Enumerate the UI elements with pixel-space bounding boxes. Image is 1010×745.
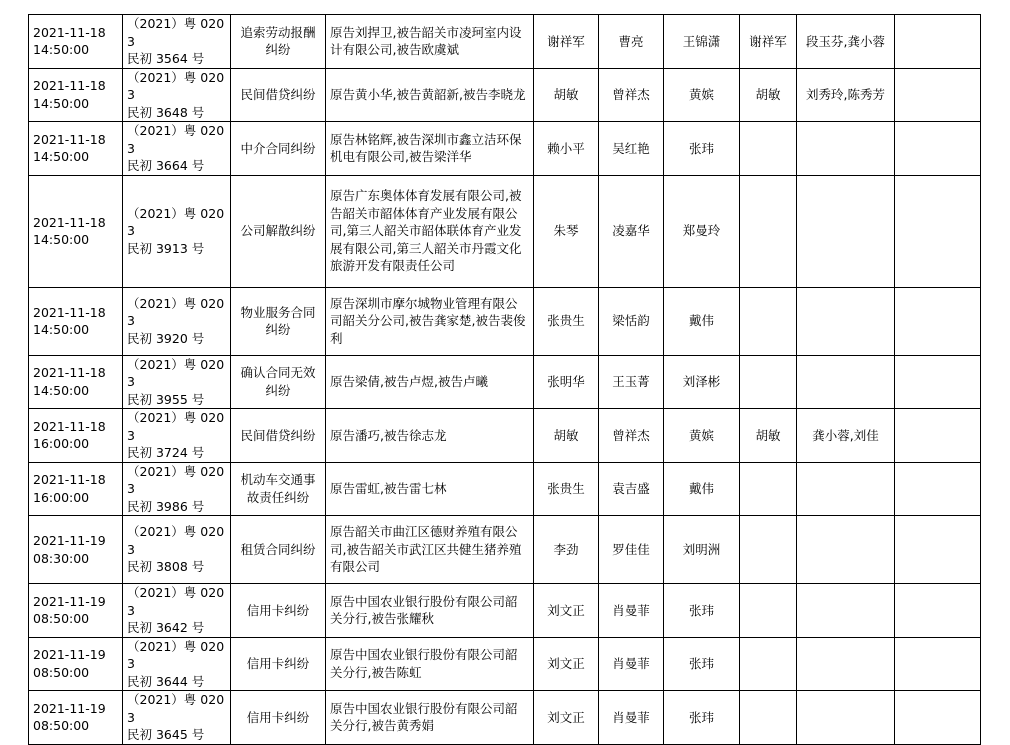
- cell-case-number-case-line2: 民初 3564 号: [127, 51, 205, 66]
- cell-parties-parties: 原告刘捍卫,被告韶关市凌珂室内设计有限公司,被告欧虞斌: [330, 24, 522, 58]
- cell-note: [895, 637, 981, 691]
- cell-date-time: 08:50:00: [33, 718, 90, 734]
- cell-date: [29, 355, 123, 409]
- cell-parties: [326, 691, 534, 745]
- cell-cause: [231, 584, 326, 638]
- cell-clerk: [797, 68, 895, 122]
- cell-parties: [326, 287, 534, 355]
- cell-parties: [326, 122, 534, 176]
- cell-note: [895, 409, 981, 463]
- cell-clerk: [797, 122, 895, 176]
- cell-judge-judge: 朱琴: [553, 223, 579, 239]
- cell-parties: [326, 15, 534, 69]
- cell-juror-2-juror2: 张玮: [688, 602, 714, 618]
- cell-parties: [326, 68, 534, 122]
- cell-case-number-case-line2: 民初 3724 号: [127, 445, 205, 460]
- cell-presiding: [740, 637, 797, 691]
- cell-date: [29, 15, 123, 69]
- cell-judge: [534, 122, 599, 176]
- cell-juror-1-juror1: 王玉菁: [612, 374, 650, 389]
- cell-parties-parties: 原告梁倩,被告卢煜,被告卢曦: [330, 374, 488, 389]
- cell-presiding: [740, 15, 797, 69]
- cell-parties-parties: 原告潘巧,被告徐志龙: [330, 427, 447, 443]
- cell-clerk: [797, 691, 895, 745]
- cell-juror-1-juror1: 罗佳佳: [612, 541, 650, 557]
- cell-judge-judge: 胡敏: [553, 87, 579, 102]
- cell-cause-cause: 信用卡纠纷: [246, 656, 310, 671]
- cell-judge: [534, 516, 599, 584]
- cell-date-time: 16:00:00: [33, 489, 90, 505]
- cell-case-number: [123, 584, 231, 638]
- cell-cause: [231, 68, 326, 122]
- cell-juror-2-juror2: 张玮: [688, 656, 714, 671]
- cell-case-number: [123, 355, 231, 409]
- cell-cause-cause: 机动车交通事故责任纠纷: [240, 472, 316, 505]
- cell-judge: [534, 355, 599, 409]
- cell-case-number: [123, 68, 231, 122]
- cell-note: [895, 175, 981, 287]
- cell-case-number-case-line1: （2021）粤 0203: [127, 638, 225, 671]
- cell-judge: [534, 68, 599, 122]
- cell-note: [895, 287, 981, 355]
- cell-juror-1: [599, 287, 664, 355]
- cell-cause: [231, 409, 326, 463]
- cell-date-date: 2021-11-18: [33, 418, 106, 434]
- cell-cause: [231, 175, 326, 287]
- cell-cause: [231, 355, 326, 409]
- cell-case-number: [123, 516, 231, 584]
- cell-case-number-case-line1: （2021）粤 0203: [127, 410, 225, 443]
- cell-juror-1-juror1: 凌嘉华: [612, 223, 650, 239]
- cell-case-number-case-line1: （2021）粤 0203: [127, 69, 225, 102]
- cell-juror-2-juror2: 黄嫔: [688, 87, 714, 102]
- cell-juror-1: [599, 637, 664, 691]
- table-row: [29, 355, 981, 409]
- cell-judge-judge: 赖小平: [547, 140, 585, 156]
- cell-juror-2: [664, 15, 740, 69]
- cell-juror-2-juror2: 张玮: [688, 709, 714, 725]
- cell-juror-2-juror2: 刘泽彬: [682, 374, 721, 389]
- cell-juror-1: [599, 15, 664, 69]
- table-row: [29, 287, 981, 355]
- cell-case-number-case-line2: 民初 3986 号: [127, 498, 205, 514]
- cell-presiding: [740, 68, 797, 122]
- table-row: [29, 409, 981, 463]
- cell-date: [29, 516, 123, 584]
- cell-case-number-case-line2: 民初 3648 号: [127, 104, 205, 120]
- cell-juror-1-juror1: 肖曼菲: [612, 602, 650, 618]
- cell-case-number-case-line2: 民初 3955 号: [127, 391, 205, 407]
- cell-juror-2-juror2: 王锦潇: [682, 33, 721, 49]
- cell-clerk: [797, 287, 895, 355]
- cell-parties-parties: 原告雷虹,被告雷七林: [330, 481, 447, 496]
- cell-juror-2: [664, 122, 740, 176]
- cell-parties-parties: 原告中国农业银行股份有限公司韶关分行,被告张耀秋: [330, 593, 518, 627]
- cell-presiding: [740, 691, 797, 745]
- cell-parties: [326, 516, 534, 584]
- cell-case-number: [123, 462, 231, 516]
- cell-date-date: 2021-11-19: [33, 700, 106, 716]
- cell-juror-1: [599, 175, 664, 287]
- cell-date-date: 2021-11-18: [33, 131, 106, 147]
- cell-judge: [534, 287, 599, 355]
- cell-judge-judge: 谢祥军: [547, 33, 585, 49]
- cell-cause-cause: 信用卡纠纷: [246, 709, 310, 725]
- cell-date-time: 14:50:00: [33, 149, 90, 165]
- cell-judge: [534, 584, 599, 638]
- cell-parties-parties: 原告中国农业银行股份有限公司韶关分行,被告黄秀娟: [330, 700, 518, 734]
- cell-date: [29, 175, 123, 287]
- cell-juror-1: [599, 462, 664, 516]
- cell-parties-parties: 原告深圳市摩尔城物业管理有限公司韶关分公司,被告龚家楚,被告裴俊利: [330, 295, 526, 346]
- cell-note: [895, 68, 981, 122]
- cell-cause-cause: 租赁合同纠纷: [240, 541, 316, 557]
- cell-case-number: [123, 175, 231, 287]
- cell-cause: [231, 122, 326, 176]
- cell-date-time: 14:50:00: [33, 42, 90, 58]
- cell-case-number-case-line2: 民初 3920 号: [127, 330, 205, 346]
- cell-case-number-case-line2: 民初 3808 号: [127, 559, 205, 575]
- cell-case-number-case-line1: （2021）粤 0203: [127, 16, 225, 49]
- cell-date-date: 2021-11-19: [33, 593, 106, 609]
- cell-juror-1-juror1: 吴红艳: [612, 140, 650, 156]
- cell-judge: [534, 462, 599, 516]
- cell-date-date: 2021-11-18: [33, 78, 106, 94]
- cell-judge: [534, 409, 599, 463]
- cell-presiding-presiding: 谢祥军: [749, 33, 787, 49]
- table-body: [29, 15, 981, 745]
- cell-clerk: [797, 516, 895, 584]
- cell-cause-cause: 确认合同无效纠纷: [240, 365, 316, 398]
- cell-date-time: 08:30:00: [33, 550, 90, 566]
- cell-juror-1-juror1: 肖曼菲: [612, 709, 650, 725]
- cell-date-date: 2021-11-19: [33, 647, 106, 663]
- cell-case-number-case-line1: （2021）粤 0203: [127, 295, 225, 329]
- cell-presiding: [740, 355, 797, 409]
- cell-juror-1: [599, 68, 664, 122]
- table-row: [29, 516, 981, 584]
- cell-cause: [231, 287, 326, 355]
- cell-clerk: [797, 15, 895, 69]
- cell-date-time: 14:50:00: [33, 232, 90, 247]
- cell-date-date: 2021-11-18: [33, 304, 106, 320]
- cell-case-number: [123, 15, 231, 69]
- cell-case-number-case-line2: 民初 3644 号: [127, 673, 205, 689]
- cell-date: [29, 637, 123, 691]
- cell-clerk: [797, 355, 895, 409]
- cell-juror-1-juror1: 肖曼菲: [612, 656, 650, 671]
- cell-parties-parties: 原告韶关市曲江区德财养殖有限公司,被告韶关市武江区共健生猪养殖有限公司: [330, 524, 522, 575]
- cell-parties-parties: 原告林铭辉,被告深圳市鑫立洁环保机电有限公司,被告梁洋华: [330, 131, 522, 165]
- cell-juror-1: [599, 691, 664, 745]
- cell-case-number: [123, 287, 231, 355]
- cell-juror-2: [664, 462, 740, 516]
- cell-date: [29, 68, 123, 122]
- cell-judge-judge: 张贵生: [547, 481, 585, 496]
- cell-presiding: [740, 175, 797, 287]
- cell-juror-1-juror1: 袁吉盛: [612, 481, 650, 496]
- cell-clerk: [797, 637, 895, 691]
- cell-cause-cause: 信用卡纠纷: [246, 602, 310, 618]
- cell-juror-2: [664, 584, 740, 638]
- cell-case-number: [123, 122, 231, 176]
- cell-cause: [231, 516, 326, 584]
- cell-presiding: [740, 287, 797, 355]
- cell-date: [29, 462, 123, 516]
- hearing-schedule-table: [28, 14, 981, 745]
- cell-judge-judge: 张贵生: [547, 313, 585, 329]
- cell-note: [895, 15, 981, 69]
- cell-judge-judge: 张明华: [547, 374, 585, 389]
- cell-presiding-presiding: 胡敏: [755, 87, 781, 102]
- cell-juror-2: [664, 175, 740, 287]
- cell-presiding: [740, 462, 797, 516]
- cell-juror-2-juror2: 郑曼玲: [682, 223, 721, 239]
- cell-judge-judge: 刘文正: [547, 709, 585, 725]
- table-row: [29, 462, 981, 516]
- table-row: [29, 15, 981, 69]
- cell-parties-parties: 原告中国农业银行股份有限公司韶关分行,被告陈虹: [330, 647, 518, 680]
- cell-clerk-clerk: 龚小蓉,刘佳: [812, 427, 879, 443]
- cell-juror-2-juror2: 刘明洲: [682, 541, 721, 557]
- cell-date: [29, 691, 123, 745]
- cell-case-number-case-line2: 民初 3913 号: [127, 240, 205, 256]
- cell-parties: [326, 584, 534, 638]
- cell-judge: [534, 691, 599, 745]
- cell-date-time: 16:00:00: [33, 436, 90, 452]
- cell-juror-1-juror1: 曾祥杰: [612, 427, 650, 443]
- cell-case-number-case-line1: （2021）粤 0203: [127, 356, 225, 389]
- cell-presiding: [740, 409, 797, 463]
- cell-parties-parties: 原告广东奥体体育发展有限公司,被告韶关市韶体体育产业发展有限公司,第三人韶关市韶体联体育产业发展有限公司,第三人韶关市丹霞文化旅游开发有限责任公司: [330, 188, 522, 274]
- cell-juror-2: [664, 355, 740, 409]
- cell-date-date: 2021-11-18: [33, 24, 106, 40]
- cell-juror-2: [664, 691, 740, 745]
- table-row: [29, 637, 981, 691]
- cell-case-number-case-line2: 民初 3642 号: [127, 620, 205, 635]
- cell-juror-2: [664, 409, 740, 463]
- cell-date: [29, 287, 123, 355]
- table-row: [29, 122, 981, 176]
- cell-cause-cause: 民间借贷纠纷: [240, 87, 316, 102]
- cell-cause: [231, 462, 326, 516]
- cell-cause-cause: 物业服务合同纠纷: [240, 304, 316, 337]
- cell-juror-1: [599, 355, 664, 409]
- cell-case-number: [123, 409, 231, 463]
- cell-parties: [326, 355, 534, 409]
- cell-clerk: [797, 175, 895, 287]
- cell-parties: [326, 175, 534, 287]
- cell-juror-2: [664, 516, 740, 584]
- cell-date-time: 14:50:00: [33, 322, 90, 337]
- cell-note: [895, 691, 981, 745]
- cell-date-time: 14:50:00: [33, 95, 90, 111]
- cell-juror-1: [599, 516, 664, 584]
- cell-clerk: [797, 584, 895, 638]
- table-row: [29, 68, 981, 122]
- cell-juror-1: [599, 122, 664, 176]
- cell-parties: [326, 462, 534, 516]
- cell-presiding: [740, 122, 797, 176]
- cell-judge: [534, 637, 599, 691]
- cell-judge-judge: 李劲: [553, 541, 579, 557]
- cell-case-number: [123, 691, 231, 745]
- cell-case-number-case-line1: （2021）粤 0203: [127, 123, 225, 156]
- cell-juror-1-juror1: 曾祥杰: [612, 87, 650, 102]
- table-row: [29, 175, 981, 287]
- cell-clerk: [797, 409, 895, 463]
- cell-date-time: 08:50:00: [33, 664, 90, 680]
- cell-date-date: 2021-11-18: [33, 365, 106, 381]
- cell-note: [895, 516, 981, 584]
- cell-note: [895, 584, 981, 638]
- cell-juror-1-juror1: 梁恬韵: [612, 313, 650, 329]
- cell-clerk-clerk: 段玉芬,龚小蓉: [806, 33, 885, 49]
- cell-case-number-case-line2: 民初 3664 号: [127, 158, 205, 173]
- cell-juror-1: [599, 584, 664, 638]
- cell-judge-judge: 刘文正: [547, 602, 585, 618]
- cell-parties-parties: 原告黄小华,被告黄韶新,被告李晓龙: [330, 87, 526, 102]
- cell-case-number-case-line1: （2021）粤 0203: [127, 205, 225, 239]
- cell-date-time: 08:50:00: [33, 611, 90, 627]
- cell-juror-2-juror2: 黄嫔: [688, 427, 714, 443]
- cell-presiding: [740, 516, 797, 584]
- cell-juror-2: [664, 287, 740, 355]
- cell-note: [895, 355, 981, 409]
- cell-juror-2: [664, 68, 740, 122]
- table-row: [29, 584, 981, 638]
- cell-juror-2-juror2: 戴伟: [688, 481, 714, 496]
- cell-juror-2-juror2: 张玮: [688, 140, 714, 156]
- cell-date: [29, 122, 123, 176]
- cell-judge: [534, 15, 599, 69]
- cell-judge-judge: 刘文正: [547, 656, 585, 671]
- cell-date-date: 2021-11-19: [33, 533, 106, 548]
- cell-date: [29, 584, 123, 638]
- cell-judge-judge: 胡敏: [553, 427, 579, 443]
- cell-cause-cause: 追索劳动报酬纠纷: [240, 24, 316, 58]
- cell-juror-2-juror2: 戴伟: [688, 313, 714, 329]
- cell-case-number-case-line1: （2021）粤 0203: [127, 585, 225, 618]
- cell-cause: [231, 691, 326, 745]
- cell-note: [895, 122, 981, 176]
- table-row: [29, 691, 981, 745]
- cell-date-date: 2021-11-18: [33, 214, 106, 230]
- cell-cause: [231, 637, 326, 691]
- cell-case-number: [123, 637, 231, 691]
- cell-juror-1: [599, 409, 664, 463]
- cell-parties: [326, 409, 534, 463]
- cell-clerk-clerk: 刘秀玲,陈秀芳: [806, 87, 885, 102]
- cell-juror-1-juror1: 曹亮: [618, 33, 644, 49]
- cell-case-number-case-line1: （2021）粤 0203: [127, 692, 225, 725]
- cell-note: [895, 462, 981, 516]
- cell-parties: [326, 637, 534, 691]
- cell-case-number-case-line2: 民初 3645 号: [127, 727, 205, 742]
- cell-cause-cause: 民间借贷纠纷: [240, 427, 316, 443]
- cell-case-number-case-line1: （2021）粤 0203: [127, 524, 225, 557]
- cell-cause-cause: 公司解散纠纷: [240, 223, 316, 239]
- cell-cause: [231, 15, 326, 69]
- cell-case-number-case-line1: （2021）粤 0203: [127, 463, 225, 496]
- cell-date: [29, 409, 123, 463]
- cell-date-time: 14:50:00: [33, 382, 90, 398]
- cell-cause-cause: 中介合同纠纷: [240, 140, 316, 156]
- cell-juror-2: [664, 637, 740, 691]
- cell-presiding-presiding: 胡敏: [755, 427, 781, 443]
- cell-judge: [534, 175, 599, 287]
- cell-presiding: [740, 584, 797, 638]
- cell-date-date: 2021-11-18: [33, 472, 106, 488]
- cell-clerk: [797, 462, 895, 516]
